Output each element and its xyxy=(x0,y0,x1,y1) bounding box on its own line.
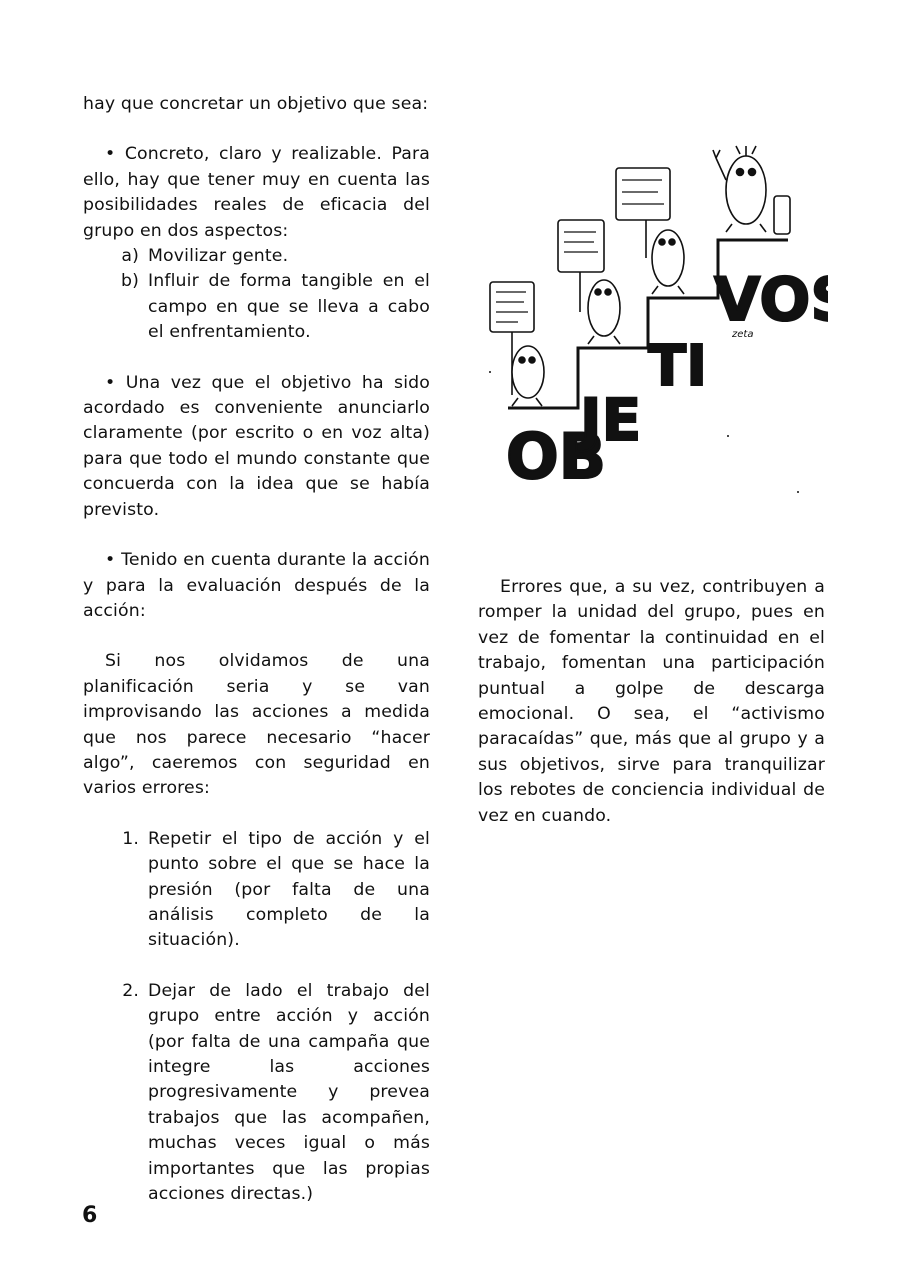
objetivos-illustration xyxy=(478,140,828,500)
letters-ti: TI xyxy=(648,334,708,399)
numbered-item-1 xyxy=(83,827,430,954)
sub-item-a xyxy=(83,244,430,269)
sub-item-b xyxy=(83,269,430,345)
numbered-item-2-marker: 2. xyxy=(122,980,139,1001)
bullet-tenido: • Tenido en cuenta durante la acción y para la evaluación después de la acción: xyxy=(83,550,430,621)
protester-figure-2-icon xyxy=(558,220,620,344)
letters-ob: OB xyxy=(506,420,606,493)
sub-item-b-marker: b) xyxy=(120,271,139,292)
sub-item-b-text: Influir de forma tangible en el campo en que se lleva a cabo el enfrentamiento. xyxy=(148,271,430,343)
paragraph-planificacion: Si nos olvidamos de una planificación seria y se van improvisando las acciones a medida que nos parece necesario “hacer algo”, caeremos con seguridad en varios errores: xyxy=(83,651,430,799)
left-column xyxy=(83,92,430,1207)
numbered-item-1-marker: 1. xyxy=(122,828,139,849)
paragraph-errores: Errores que, a su vez, contribuyen a romper la unidad del grupo, pues en vez de fomentar la continuidad en el trabajo, fomentan una participación puntual a golpe de descarga emocional. O sea, el “activismo paracaídas” que, más que al grupo y a sus objetivos, sirve para tranquilizar los rebotes de conciencia individual de vez en cuando. xyxy=(478,577,825,826)
right-column xyxy=(478,575,825,829)
protester-figure-1-icon xyxy=(490,282,544,406)
protester-figure-3-icon xyxy=(616,168,684,294)
page-number: 6 xyxy=(82,1203,98,1228)
bullet-acordado: • Una vez que el objetivo ha sido acordado es conveniente anunciarlo claramente (por escrito o en voz alta) para que todo el mundo constante que concuerda con la idea que se había previsto. xyxy=(83,372,430,520)
victory-figure-icon xyxy=(713,146,790,234)
bullet-concreto: • Concreto, claro y realizable. Para ello, hay que tener muy en cuenta las posibilidades reales de eficacia del grupo en dos aspectos: xyxy=(83,144,430,241)
sub-item-a-marker: a) xyxy=(121,246,139,267)
intro-text: hay que concretar un objetivo que sea: xyxy=(83,94,429,114)
sub-item-a-text: Movilizar gente. xyxy=(148,246,289,267)
numbered-item-2 xyxy=(83,979,430,1208)
numbered-item-1-text: Repetir el tipo de acción y el punto sobre el que se hace la presión (por falta de una análisis completo de la situación). xyxy=(148,828,430,951)
letters-je: JE xyxy=(580,386,642,454)
artist-signature: zeta xyxy=(732,329,754,340)
numbered-item-2-text: Dejar de lado el trabajo del grupo entre acción y acción (por falta de una campaña que integre las acciones progresivamente y prevea trabajos que las acompañen, muchas veces igual o más importantes que las propias acciones directas.) xyxy=(148,980,430,1205)
letters-vos: VO xyxy=(714,265,811,335)
